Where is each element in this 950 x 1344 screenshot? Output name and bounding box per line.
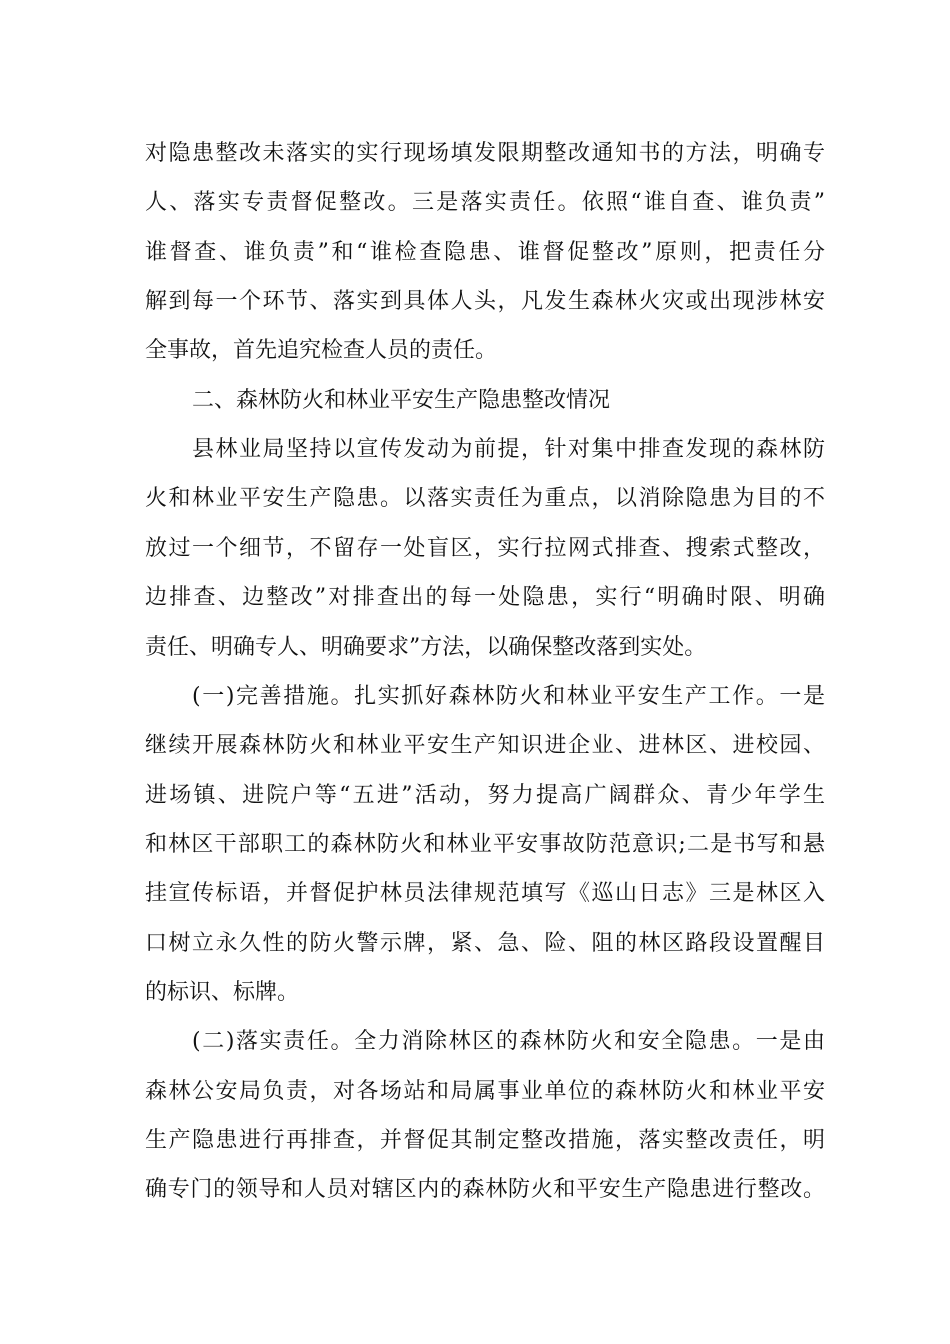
text-line: 人、落实专责督促整改。三是落实责任。依照“谁自查、谁负责” <box>145 190 825 216</box>
text-line: 放过一个细节，不留存一处盲区，实行拉网式排查、搜索式整改， <box>145 535 825 561</box>
text-line: 县林业局坚持以宣传发动为前提，针对集中排查发现的森林防 <box>192 437 825 463</box>
text-line: 进场镇、进院户等“五进”活动，努力提高广阔群众、青少年学生 <box>145 782 825 808</box>
text-line: 谁督查、谁负责”和“谁检查隐患、谁督促整改”原则，把责任分 <box>145 239 825 265</box>
text-line: 的标识、标牌。 <box>145 979 300 1005</box>
text-line: 二、森林防火和林业平安生产隐患整改情况 <box>192 387 611 413</box>
text-line: 确专门的领导和人员对辖区内的森林防火和平安生产隐患进行整改。 <box>145 1177 825 1203</box>
text-line: 口树立永久性的防火警示牌，紧、急、险、阻的林区路段设置醒目 <box>145 930 825 956</box>
text-line: 责任、明确专人、明确要求”方法，以确保整改落到实处。 <box>145 634 707 660</box>
text-line: 对隐患整改未落实的实行现场填发限期整改通知书的方法，明确专 <box>145 141 825 166</box>
text-line: 和林区干部职工的森林防火和林业平安事故防范意识;二是书写和悬 <box>145 831 825 857</box>
text-line: 边排查、边整改”对排查出的每一处隐患，实行“明确时限、明确 <box>145 585 825 611</box>
text-line: 生产隐患进行再排查，并督促其制定整改措施，落实整改责任，明 <box>145 1128 825 1153</box>
text-line: 森林公安局负责，对各场站和局属事业单位的森林防火和林业平安 <box>145 1078 825 1104</box>
text-line: 继续开展森林防火和林业平安生产知识进企业、进林区、进校园、 <box>145 733 825 759</box>
text-line: 挂宣传标语，并督促护林员法律规范填写《巡山日志》三是林区入 <box>145 881 825 907</box>
text-line: 火和林业平安生产隐患。以落实责任为重点，以消除隐患为目的不 <box>145 486 825 512</box>
text-line: 全事故，首先追究检查人员的责任。 <box>145 338 498 364</box>
text-line: (二)落实责任。全力消除林区的森林防火和安全隐患。一是由 <box>192 1029 825 1055</box>
text-line: 解到每一个环节、落实到具体人头，凡发生森林火灾或出现涉林安 <box>145 289 825 315</box>
text-line: (一)完善措施。扎实抓好森林防火和林业平安生产工作。一是 <box>192 683 825 709</box>
